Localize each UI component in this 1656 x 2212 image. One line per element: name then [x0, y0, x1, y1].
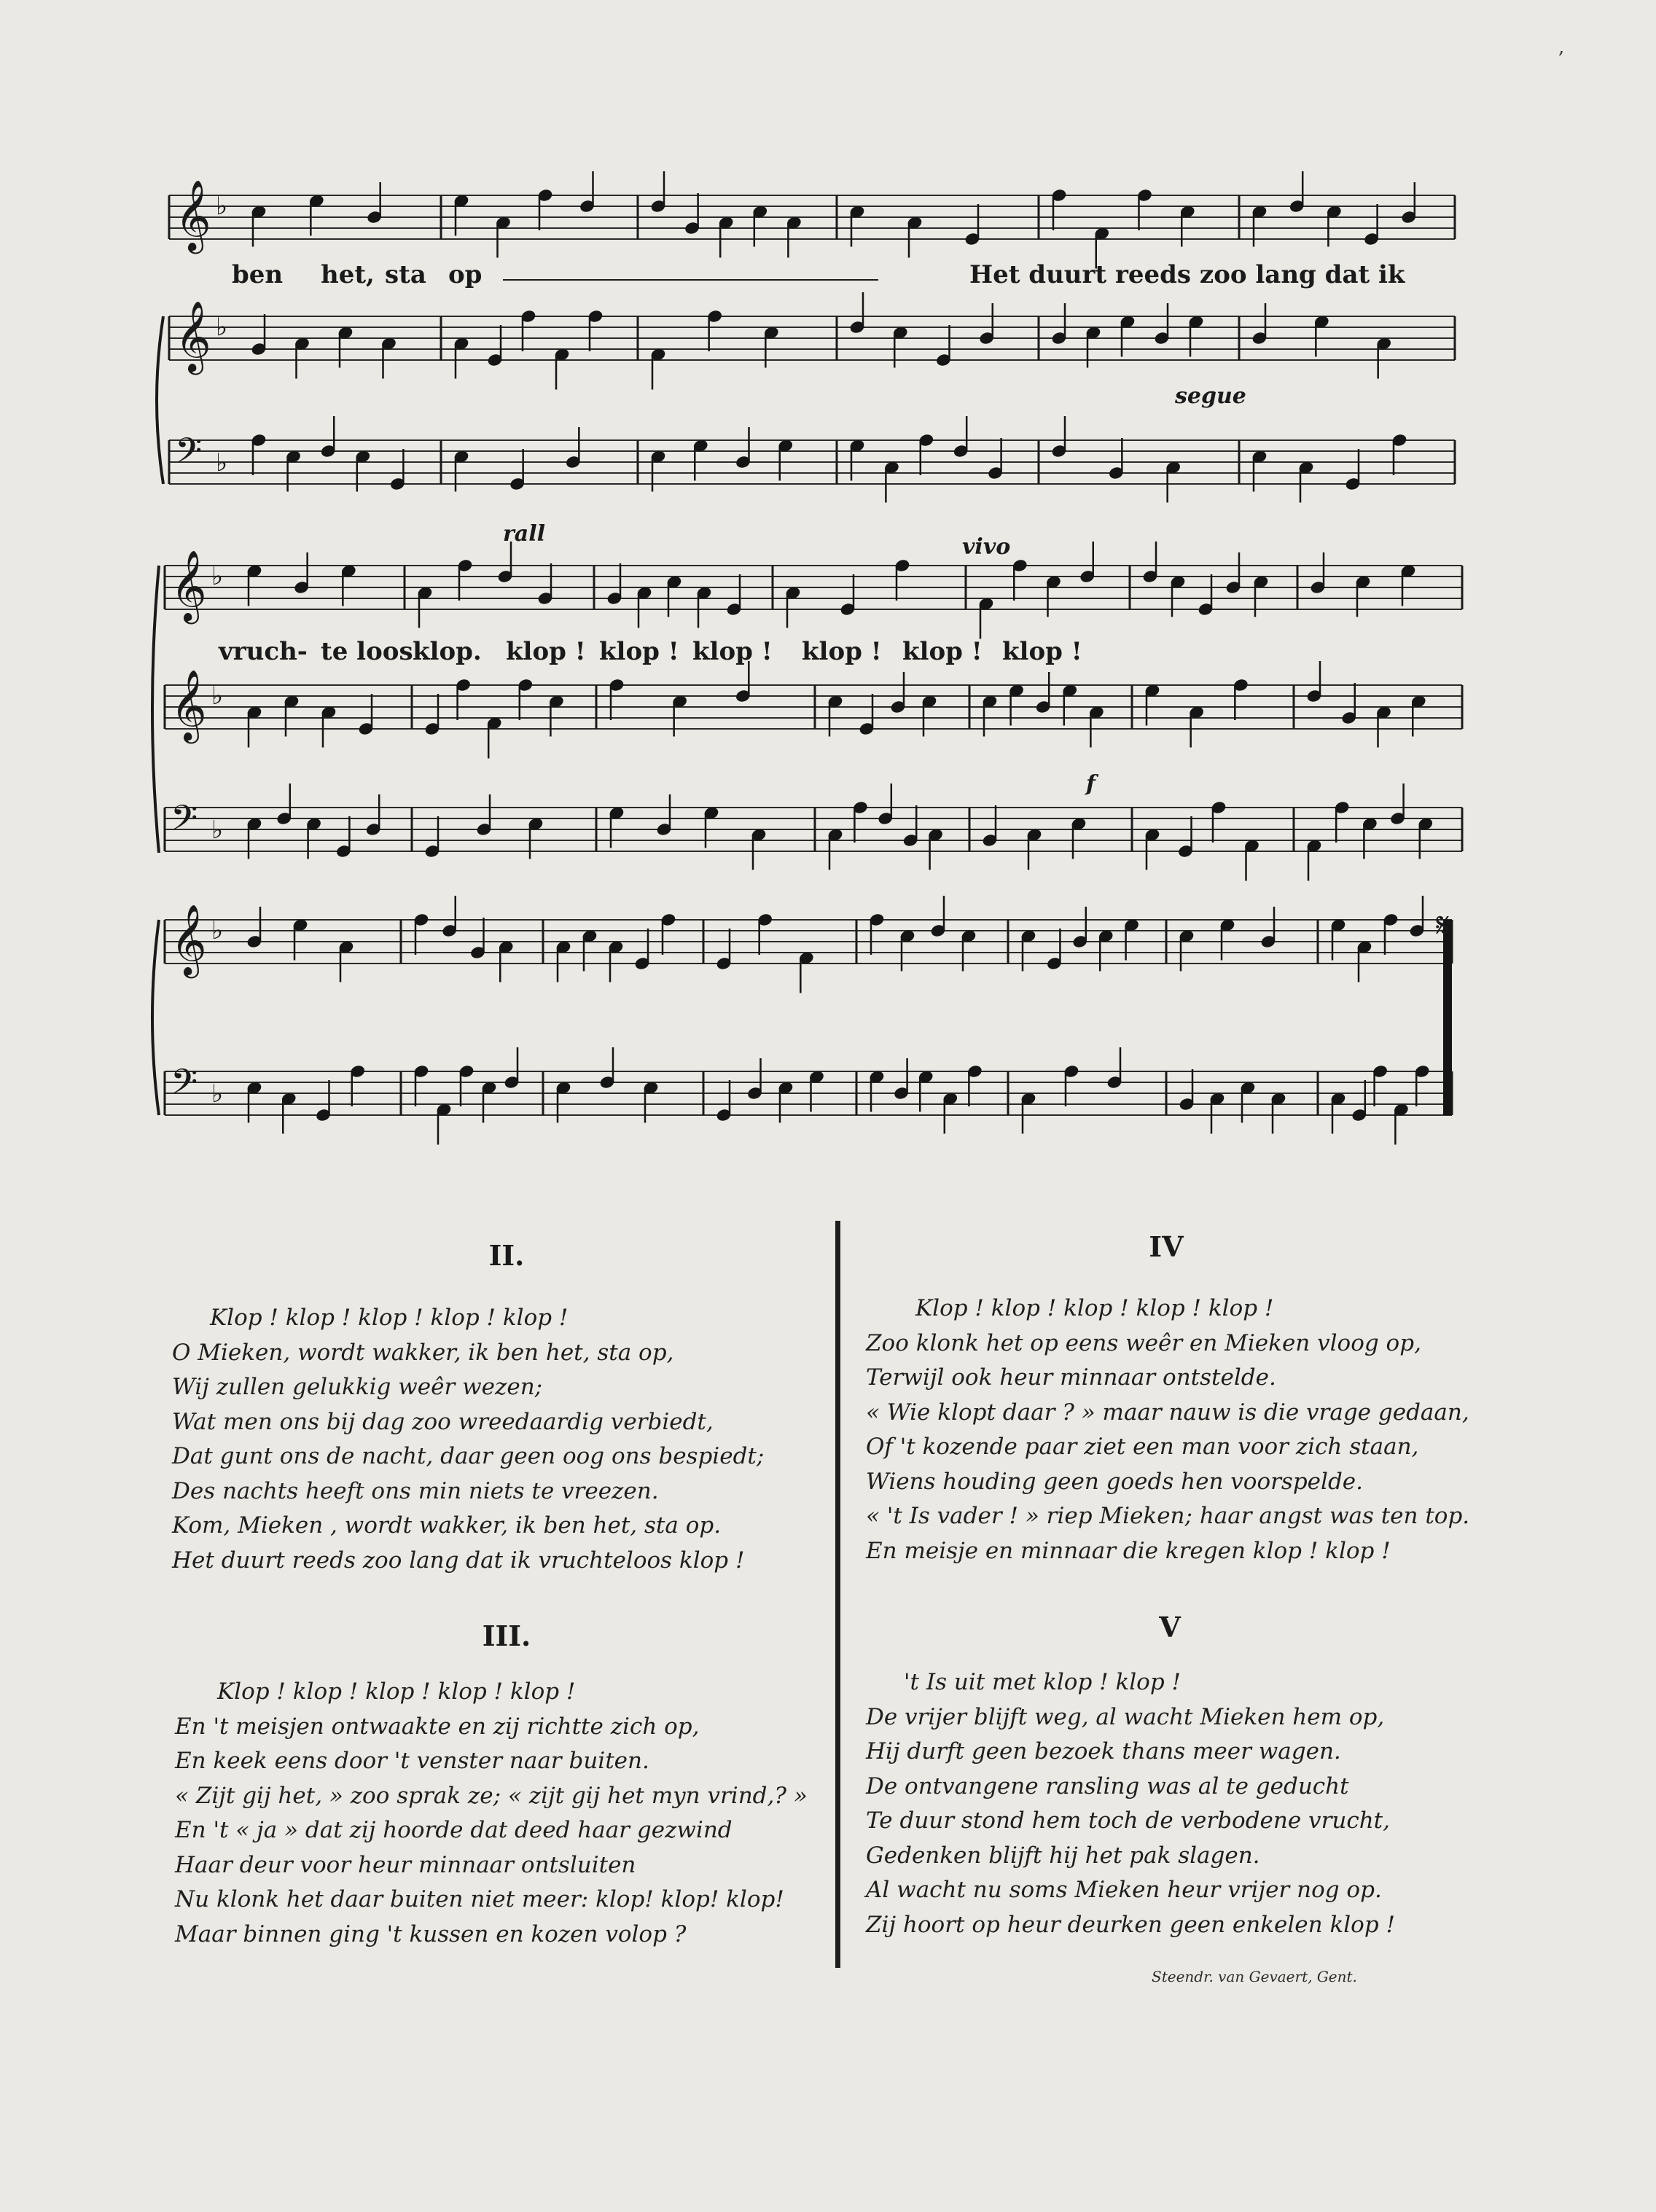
- verse-line: De ontvangene ransling was al te geducht: [866, 1773, 1349, 1799]
- lyric-word: klop !: [902, 637, 983, 666]
- verse-line: De vrijer blijft weg, al wacht Mieken hem op,: [866, 1703, 1385, 1730]
- treble-clef-icon: 𝄞: [175, 179, 211, 251]
- verse-line: Klop ! klop ! klop ! klop ! klop !: [217, 1678, 576, 1705]
- segue-mark: segue: [1175, 383, 1246, 409]
- lyric-phrase: Het duurt reeds zoo lang dat ik: [969, 260, 1405, 289]
- bass-clef-icon: 𝄢: [175, 430, 203, 480]
- verse-line: En meisje en minnaar die kregen klop ! klop !: [866, 1537, 1391, 1564]
- treble-clef-icon: 𝄞: [171, 904, 207, 975]
- verse-heading-iii: III.: [482, 1619, 531, 1652]
- verse-line: « Zijt gij het, » zoo sprak ze; « zijt gij het myn vrind,? »: [175, 1782, 808, 1809]
- lyric-word: vruch-: [219, 637, 308, 666]
- forte-mark: f: [1086, 771, 1095, 797]
- verse-line: Wiens houding geen goeds hen voorspelde.: [866, 1468, 1363, 1495]
- verse-line: Kom, Mieken , wordt wakker, ik ben het, sta op.: [172, 1512, 722, 1539]
- lyric-word: klop.: [413, 637, 482, 666]
- page-mark: ,: [1558, 36, 1565, 58]
- lyric-word: op: [448, 260, 483, 289]
- verse-line: En 't « ja » dat zij hoorde dat deed haar gezwind: [175, 1817, 733, 1843]
- verse-line: Wat men ons bij dag zoo wreedaardig verbiedt,: [172, 1408, 714, 1435]
- verse-heading-ii: II.: [488, 1239, 525, 1272]
- verse-line: « Wie klopt daar ? » maar nauw is die vrage gedaan,: [866, 1399, 1469, 1426]
- verse-line: Hij durft geen bezoek thans meer wagen.: [866, 1738, 1341, 1764]
- treble-clef-icon: 𝄞: [171, 550, 207, 621]
- lyric-word: klop !: [802, 637, 882, 666]
- flat-icon: ♭: [216, 448, 228, 477]
- lyric-word: ben: [232, 260, 284, 289]
- verse-line: Terwijl ook heur minnaar ontstelde.: [866, 1364, 1276, 1391]
- verse-line: « 't Is vader ! » riep Mieken; haar angst was ten top.: [866, 1503, 1470, 1529]
- flat-icon: ♭: [211, 681, 224, 711]
- verse-line: Klop ! klop ! klop ! klop ! klop !: [915, 1295, 1274, 1321]
- lyric-word: te loos: [321, 637, 413, 666]
- bass-clef-icon: 𝄢: [171, 1061, 198, 1111]
- flat-icon: ♭: [216, 313, 228, 342]
- verse-line: Wij zullen gelukkig weêr wezen;: [172, 1374, 543, 1400]
- verse-heading-v: V: [1159, 1611, 1181, 1644]
- verse-line: Of 't kozende paar ziet een man voor zich staan,: [866, 1434, 1419, 1460]
- flat-icon: ♭: [211, 562, 224, 591]
- lithographer-credit: Steendr. van Gevaert, Gent.: [1152, 1968, 1357, 1985]
- verse-line: Klop ! klop ! klop ! klop ! klop !: [210, 1305, 569, 1331]
- verse-line: Gedenken blijft hij het pak slagen.: [866, 1842, 1260, 1869]
- verse-line: Maar binnen ging 't kussen en kozen volop ?: [175, 1920, 687, 1947]
- verse-line: Dat gunt ons de nacht, daar geen oog ons bespiedt;: [172, 1443, 765, 1469]
- bass-clef-icon: 𝄢: [171, 797, 198, 847]
- verse-line: Zij hoort op heur deurken geen enkelen klop !: [866, 1911, 1395, 1938]
- verse-line: En keek eens door 't venster naar buiten.: [175, 1748, 649, 1774]
- vivo-mark: vivo: [962, 534, 1011, 560]
- verse-line: Het duurt reeds zoo lang dat ik vruchteloos klop !: [172, 1547, 745, 1574]
- verse-line: Haar deur voor heur minnaar ontsluiten: [175, 1851, 636, 1878]
- verse-line: Te duur stond hem toch de verbodene vrucht,: [866, 1807, 1390, 1834]
- verse-line: O Mieken, wordt wakker, ik ben het, sta op,: [172, 1339, 674, 1366]
- lyric-word: klop !: [599, 637, 679, 666]
- verse-line: Zoo klonk het op eens weêr en Mieken vloog op,: [866, 1329, 1421, 1356]
- rall-mark: rall: [503, 521, 546, 547]
- lyric-word: klop !: [692, 637, 773, 666]
- flat-icon: ♭: [216, 192, 228, 221]
- verse-line: Al wacht nu soms Mieken heur vrijer nog op.: [866, 1877, 1382, 1903]
- segno-mark: 𝄋: [1436, 905, 1450, 945]
- flat-icon: ♭: [211, 916, 224, 945]
- verse-line: Des nachts heeft ons min niets te vreezen.: [172, 1477, 659, 1504]
- treble-clef-icon: 𝄞: [171, 669, 207, 740]
- lyric-word: klop !: [506, 637, 586, 666]
- treble-clef-icon: 𝄞: [175, 300, 211, 372]
- verse-line: 't Is uit met klop ! klop !: [904, 1669, 1181, 1695]
- verse-line: Nu klonk het daar buiten niet meer: klop! klop! klop!: [175, 1886, 784, 1912]
- lyric-word: het,: [321, 260, 375, 289]
- flat-icon: ♭: [211, 1079, 224, 1109]
- flat-icon: ♭: [211, 816, 224, 845]
- lyric-word: klop !: [1002, 637, 1082, 666]
- lyric-word: sta: [385, 260, 426, 289]
- verse-heading-iv: IV: [1149, 1230, 1184, 1263]
- verse-line: En 't meisjen ontwaakte en zij richtte zich op,: [175, 1713, 700, 1740]
- final-barline: [1443, 920, 1452, 1115]
